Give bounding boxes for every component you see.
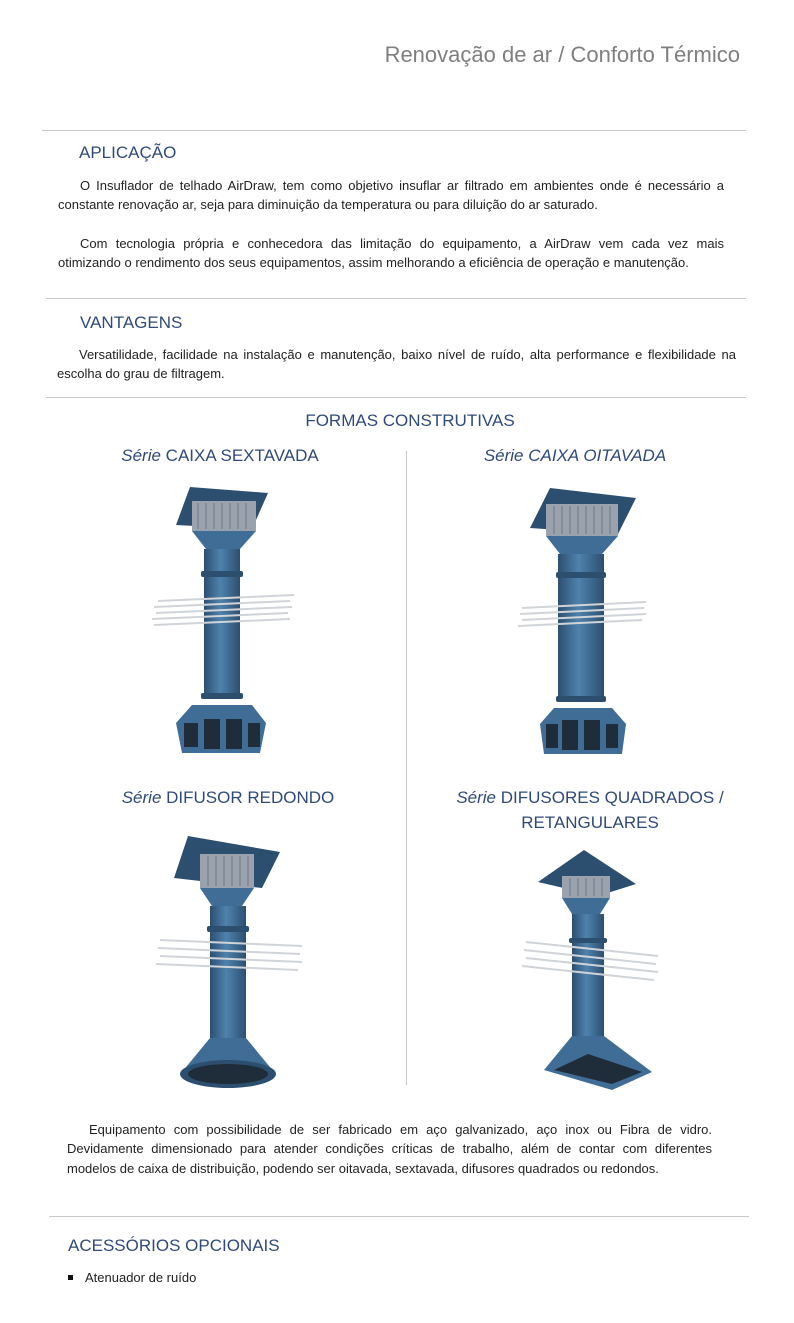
aplicacao-heading: APLICAÇÃO xyxy=(79,143,177,162)
aplicacao-paragraph-1: O Insuflador de telhado AirDraw, tem como objetivo insuflar ar filtrado em ambientes onde é necessário a constante renovação ar, seja para diminuição da temperatura ou para diluição do ar saturado. xyxy=(58,178,724,213)
bullet-icon xyxy=(68,1275,73,1280)
series-prefix: Série xyxy=(456,788,497,807)
acessorios-list xyxy=(68,1270,196,1285)
divider xyxy=(46,298,746,299)
series-difusor-redondo-label xyxy=(98,785,358,810)
acessorios-heading: ACESSÓRIOS OPCIONAIS xyxy=(68,1236,280,1255)
series-name: DIFUSORES QUADRADOS / RETANGULARES xyxy=(500,788,724,832)
vantagens-heading: VANTAGENS xyxy=(80,313,183,332)
list-item-label: Atenuador de ruído xyxy=(85,1270,197,1285)
vertical-divider xyxy=(406,451,407,1085)
formas-heading: FORMAS CONSTRUTIVAS xyxy=(305,411,515,430)
series-name: DIFUSOR REDONDO xyxy=(166,788,335,807)
insuflador-difusor-redondo-illustration xyxy=(152,830,312,1090)
series-prefix: Série xyxy=(121,446,161,465)
page-title: Renovação de ar / Conforto Térmico xyxy=(384,42,740,67)
insuflador-caixa-sextavada-illustration xyxy=(148,483,298,763)
series-name: CAIXA SEXTAVADA xyxy=(165,446,319,465)
series-difusores-quadrados-label xyxy=(440,785,740,835)
list-item xyxy=(68,1270,196,1285)
divider xyxy=(42,130,746,131)
series-caixa-oitavada-label xyxy=(440,443,710,468)
formas-description: Equipamento com possibilidade de ser fabricado em aço galvanizado, aço inox ou Fibra de vidro. Devidamente dimensionado para atender condições críticas de trabalho, além de contar com diferentes modelos de caixa de distribuição, podendo ser oitavada, sextavada, difusores quadrados ou redondos. xyxy=(67,1122,712,1176)
insuflador-difusor-quadrado-illustration xyxy=(518,846,668,1096)
insuflador-caixa-oitavada-illustration xyxy=(514,484,654,764)
vantagens-paragraph: Versatilidade, facilidade na instalação e manutenção, baixo nível de ruído, alta performance e flexibilidade na escolha do grau de filtragem. xyxy=(57,347,736,382)
aplicacao-paragraph-2: Com tecnologia própria e conhecedora das limitação do equipamento, a AirDraw vem cada vez mais otimizando o rendimento dos seus equipamentos, assim melhorando a eficiência de operação e manutenção. xyxy=(58,236,724,271)
series-prefix: Série xyxy=(121,788,162,807)
divider xyxy=(49,1216,749,1217)
divider xyxy=(46,397,746,398)
series-prefix: Série xyxy=(483,446,524,465)
series-name: CAIXA OITAVADA xyxy=(528,446,667,465)
series-caixa-sextavada-label xyxy=(90,443,350,468)
